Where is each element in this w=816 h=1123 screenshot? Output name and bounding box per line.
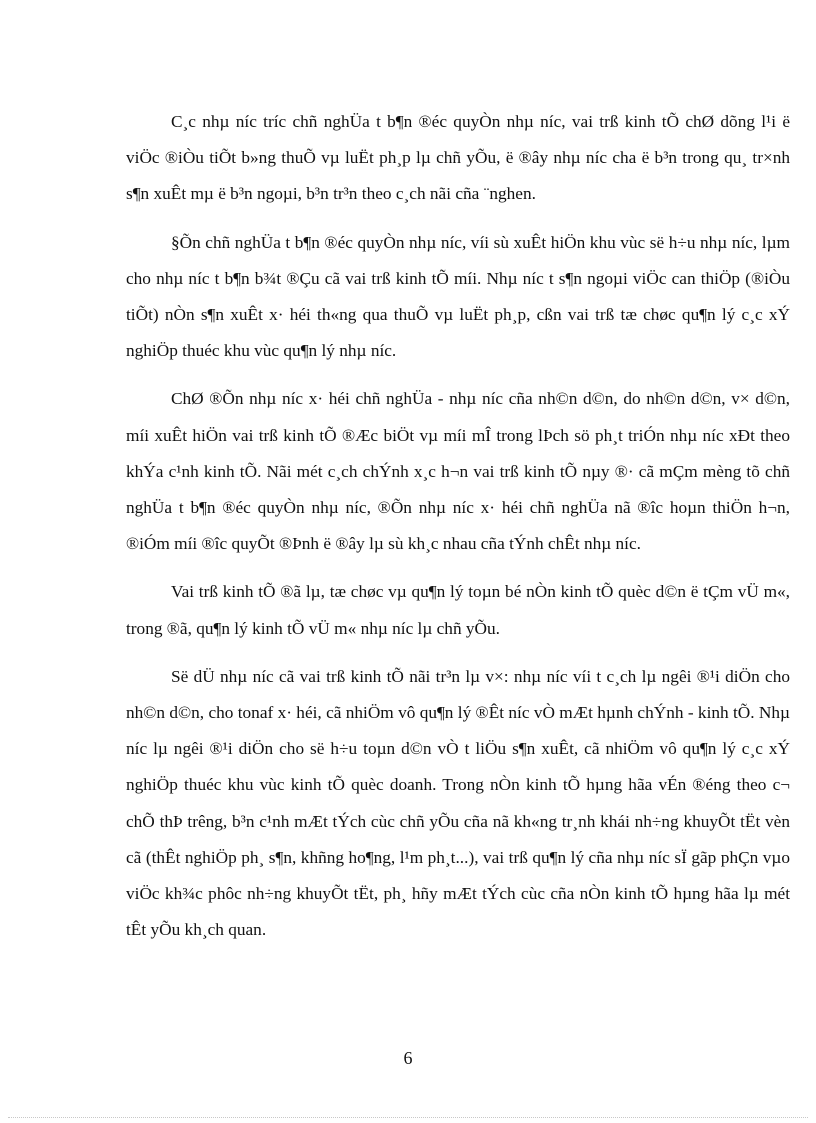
paragraph: ChØ ®Õn nhµ níc x· héi chñ nghÜa - nhµ níc cña nh©n d©n, do nh©n d©n, v× d©n, míi xuÊt hiÖn vai trß kinh tÕ ®Æc biÖt vµ míi mÎ trong lÞch sö ph¸t triÓn nhµ níc xÐt theo khÝa c¹nh kinh tÕ. Nãi mét c¸ch chÝnh x¸c h¬n vai trß kinh tÕ nµy ®· cã mÇm mèng tõ chñ nghÜa t b¶n ®éc quyÒn nhµ níc, ®Õn nhµ níc x· héi chñ nghÜa nã ®îc hoµn thiÖn h¬n, ®iÓm míi ®îc quyÕt ®Þnh ë ®ây lµ sù kh¸c nhau cña tÝnh chÊt nhµ níc.	[126, 389, 790, 554]
paragraph: §Õn chñ nghÜa t b¶n ®éc quyÒn nhµ níc, víi sù xuÊt hiÖn khu vùc së h÷u nhµ níc, lµm cho nhµ níc t b¶n b¾t ®Çu cã vai trß kinh tÕ míi. Nhµ níc t s¶n ngoµi viÖc can thiÖp (®iÒu tiÕt) nÒn s¶n xuÊt x· héi th«ng qua thuÕ vµ luËt ph¸p, cßn vai trß tæ chøc qu¶n lý c¸c xÝ nghiÖp thuéc khu vùc qu¶n lý nhµ níc.	[126, 232, 790, 361]
paragraph: Së dÜ nhµ níc cã vai trß kinh tÕ nãi tr³n lµ v×: nhµ níc víi t c¸ch lµ ngêi ®¹i diÖn cho nh©n d©n, cho tonaf x· héi, cã nhiÖm vô qu¶n lý ®Êt níc vÒ mÆt hµnh chÝnh - kinh tÕ. Nhµ níc lµ ngêi ®¹i diÖn cho së h÷u toµn d©n vÒ t liÖu s¶n xuÊt, cã nhiÖm vô qu¶n lý c¸c xÝ nghiÖp thuéc khu vùc kinh tÕ quèc doanh. Trong nÒn kinh tÕ hµng hãa vÉn ®éng theo c¬ chÕ thÞ trêng, b³n c¹nh mÆt tÝch cùc chñ yÕu cña nã kh«ng tr¸nh khái nh÷ng khuyÕt tËt vèn cã (thÊt nghiÖp ph¸ s¶n, khñng ho¶ng, l¹m ph¸t...), vai trß qu¶n lý cña nhµ níc sÏ gãp phÇn vµo viÖc kh¾c phôc nh÷ng khuyÕt tËt, ph¸ hñy mÆt tÝch cùc cña nÒn kinh tÕ hµng hãa lµ mét tÊt yÕu kh¸ch quan.	[126, 666, 790, 940]
page-number: 6	[403, 1048, 413, 1068]
paragraph: Vai trß kinh tÕ ®ã lµ, tæ chøc vµ qu¶n lý toµn bé nÒn kinh tÕ quèc d©n ë tÇm vÜ m«, trong ®ã, qu¶n lý kinh tÕ vÜ m« nhµ níc lµ chñ yÕu.	[126, 582, 790, 638]
page-bottom-divider	[8, 1117, 808, 1118]
body-text	[126, 104, 790, 960]
paragraph: C¸c nhµ níc tríc chñ nghÜa t b¶n ®éc quyÒn nhµ níc, vai trß kinh tÕ chØ dõng l¹i ë viÖc ®iÒu tiÕt b»ng thuÕ vµ luËt ph¸p lµ chñ yÕu, ë ®ây nhµ níc cha ë b³n trong qu¸ tr×nh s¶n xuÊt mµ ë b³n ngoµi, b³n tr³n theo c¸ch nãi cña ¨nghen.	[126, 112, 790, 204]
